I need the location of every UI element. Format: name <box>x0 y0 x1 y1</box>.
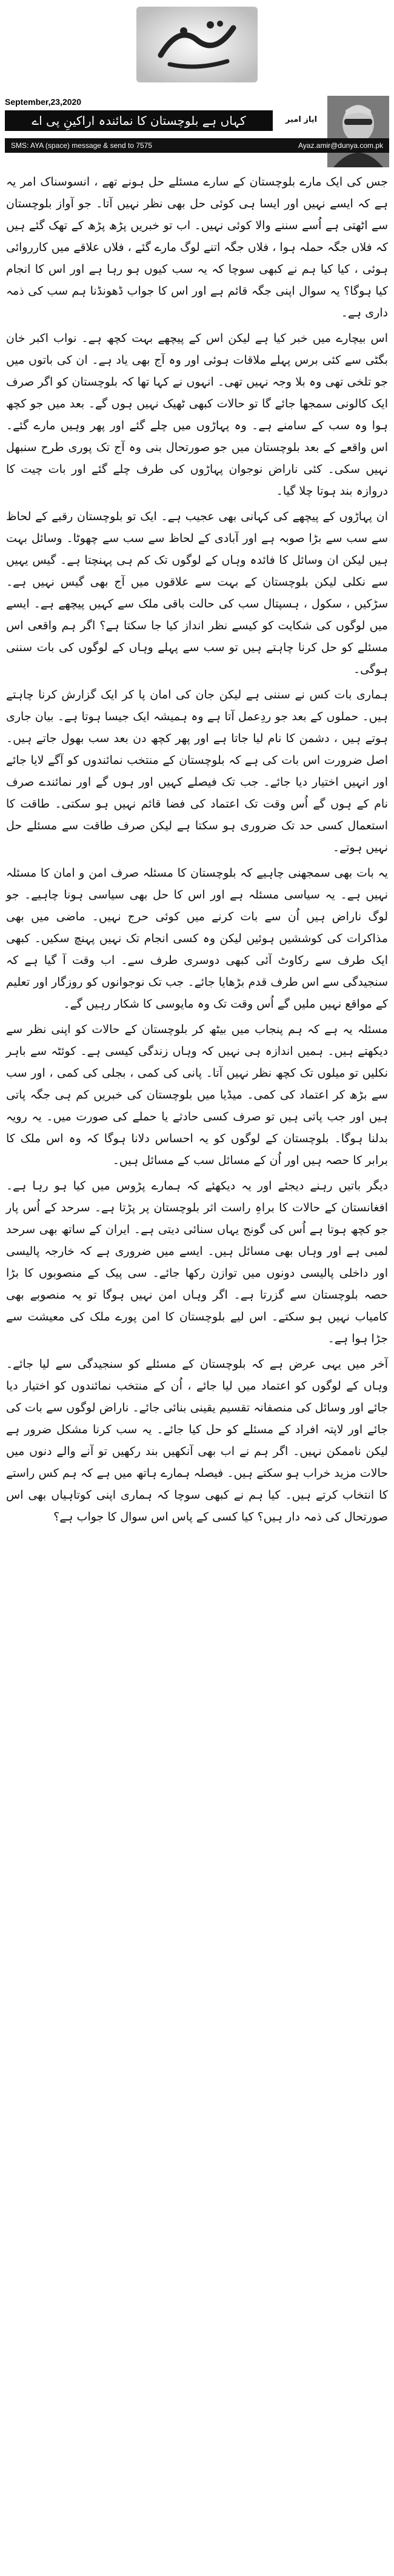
article-paragraph: اس بیچارے میں خبر کیا ہے لیکن اس کے پیچھے بہت کچھ ہے۔ نواب اکبر خان بگٹی سے کئی برس پہلے ملاقات ہوئی اور وہ آج بھی یاد ہے۔ ان کی باتوں میں جو تلخی تھی وہ بلا وجہ نہیں تھی۔ انہوں نے کہا تھا کہ بلوچستان کو اگر صرف ایک کالونی سمجھا جائے گا تو حالات کبھی ٹھیک نہیں ہوں گے۔ بعد میں جو کچھ ہوا وہ سب کے سامنے ہے۔ وہ پہاڑوں میں چلے گئے اور پھر وہیں مارے گئے۔ اس واقعے کے بعد بلوچستان میں جو صورتحال بنی وہ آج تک پوری طرح سنبھل نہیں سکی۔ کئی ناراض نوجوان پہاڑوں کی طرف چلے گئے اور بات چیت کا دروازہ بند ہوتا چلا گیا۔ <box>6 332 388 498</box>
article-paragraph: آخر میں یہی عرض ہے کہ بلوچستان کے مسئلے کو سنجیدگی سے لیا جائے۔ وہاں کے لوگوں کو اعتماد میں لیا جائے ، اُن کے منتخب نمائندوں کو اختیار دیا جائے اور وسائل کی منصفانہ تقسیم یقینی بنائی جائے۔ ناراض لوگوں سے بات کی جائے اور لاپتہ افراد کے مسئلے کو حل کیا جائے۔ یہ سب کرنا مشکل ضرور ہے لیکن ناممکن نہیں۔ اگر ہم نے اب بھی آنکھیں بند رکھیں تو آنے والے دنوں میں حالات مزید خراب ہو سکتے ہیں۔ فیصلہ ہمارے ہاتھ میں ہے کہ ہم کس راستے کا انتخاب کرتے ہیں۔ کیا ہم نے کبھی سوچا کہ ہماری اپنی کوتاہیاں بھی اس صورتحال کی ذمہ دار ہیں؟ کیا کسی کے پاس اس سوال کا جواب ہے؟ <box>6 1357 388 1524</box>
article-paragraph: یہ بات بھی سمجھنی چاہیے کہ بلوچستان کا مسئلہ صرف امن و امان کا مسئلہ نہیں ہے۔ یہ سیاسی مسئلہ ہے اور اس کا حل بھی سیاسی ہونا چاہیے۔ جو لوگ ناراض ہیں اُن سے بات کرنے میں کوئی حرج نہیں۔ ماضی میں بھی مذاکرات کی کوششیں ہوئیں لیکن وہ کسی انجام تک نہیں پہنچ سکیں۔ کبھی ایک طرف سے رکاوٹ آئی کبھی دوسری طرف سے۔ اب وقت آ گیا ہے کہ سنجیدگی سے اس طرف قدم بڑھایا جائے۔ جب تک نوجوانوں کو روزگار اور تعلیم کے مواقع نہیں ملیں گے اُس وقت تک وہ مایوسی کا شکار رہیں گے۔ <box>6 866 388 1011</box>
author-email[interactable]: Ayaz.amir@dunya.com.pk <box>298 141 383 150</box>
sms-info: SMS: AYA (space) message & send to 7575 <box>11 141 153 150</box>
article-paragraph: جس کی ایک مارے بلوچستان کے سارے مسئلے حل ہونے تھے ، انسوسناک امر یہ ہے کہ ایسے نہیں اور ایسا ہی کوئی حل بھی نظر نہیں آتا۔ جو آواز بلوچستان سے اٹھتی ہے اُسے سننے والا کوئی نہیں۔ اب تو خبریں پڑھ پڑھ کے تھک گئے ہیں کہ فلاں جگہ حملہ ہوا ، فلاں جگہ اتنے لوگ مارے گئے ، فلاں علاقے میں کارروائی ہوئی ، کیا کیا ہم نے کبھی سوچا کہ یہ سب کیوں ہو رہا ہے اور اس کا انجام کیا ہوگا؟ یہ سوال اپنی جگہ قائم ہے اور اس کا جواب ڈھونڈنا ہم سب کی ذمہ داری ہے۔ <box>6 175 388 319</box>
article-paragraph: ان پہاڑوں کے پیچھے کی کہانی بھی عجیب ہے۔ ایک تو بلوچستان رقبے کے لحاظ سے سب سے بڑا صوبہ ہے اور آبادی کے لحاظ سے سب سے چھوٹا۔ وسائل بہت ہیں لیکن ان وسائل کا فائدہ وہاں کے لوگوں تک کم ہی پہنچتا ہے۔ گیس یہیں سے نکلی لیکن بلوچستان کے بہت سے علاقوں میں آج بھی گیس نہیں ہے۔ سڑکیں ، سکول ، ہسپتال سب کی حالت باقی ملک سے کہیں پیچھے ہے۔ ایسے میں لوگوں کی شکایت کو کیسے نظر انداز کیا جا سکتا ہے؟ اگر ہم واقعی اس مسئلے کو حل کرنا چاہتے ہیں تو سب سے پہلے وہاں کے لوگوں کی بات سننی ہوگی۔ <box>6 510 388 676</box>
author-portrait <box>327 96 389 167</box>
newspaper-logo <box>133 4 261 85</box>
masthead <box>0 0 394 91</box>
author-name: ایاز امیر <box>285 115 318 124</box>
column-title: کہاں ہے بلوچستان کا نمائندہ اراکینِ پی اے <box>5 110 273 131</box>
article-body <box>6 171 388 1531</box>
article-paragraph: مسئلہ یہ ہے کہ ہم پنجاب میں بیٹھ کر بلوچستان کے حالات کو اپنی نظر سے دیکھتے ہیں۔ ہمیں اندازہ ہی نہیں کہ وہاں زندگی کیسی ہے۔ کوئٹہ سے باہر نکلیں تو میلوں تک کچھ نظر نہیں آتا۔ پانی کی کمی ، بجلی کی کمی ، اور سب سے بڑھ کر اعتماد کی کمی۔ میڈیا میں بلوچستان کی خبریں کم ہی جگہ پاتی ہیں اور جب پاتی ہیں تو صرف کسی حادثے یا حملے کی صورت میں۔ یہ رویہ بدلنا ہوگا۔ بلوچستان کے لوگوں کو یہ احساس دلانا ہوگا کہ وہ اس ملک کا برابر کا حصہ ہیں اور اُن کے مسائل سب کے مسائل ہیں۔ <box>6 1023 388 1167</box>
contact-strip <box>5 138 389 153</box>
article-paragraph: ہماری بات کس نے سننی ہے لیکن جان کی امان پا کر ایک گزارش کرنا چاہتے ہیں۔ حملوں کے بعد جو ردِعمل آتا ہے وہ ہمیشہ ایک جیسا ہوتا ہے۔ بیان جاری ہوتے ہیں ، دشمن کا نام لیا جاتا ہے اور پھر کچھ دن بعد سب بھول جاتے ہیں۔ اصل ضرورت اس بات کی ہے کہ بلوچستان کے منتخب نمائندوں کو آگے لایا جائے اور انہیں اختیار دیا جائے۔ جب تک فیصلے کہیں اور ہوں گے اور نمائندے صرف نام کے ہوں گے اُس وقت تک اعتماد کی فضا قائم نہیں ہو سکتی۔ طاقت کا استعمال کسی حد تک ضروری ہو سکتا ہے لیکن صرف طاقت سے مسئلے حل نہیں ہوتے۔ <box>6 688 388 854</box>
logo-graphic <box>136 7 258 82</box>
logo-emblem <box>136 7 258 82</box>
article-paragraph: دیگر باتیں رہنے دیجئے اور یہ دیکھئے کہ ہمارے پڑوس میں کیا ہو رہا ہے۔ افغانستان کے حالات کا براہِ راست اثر بلوچستان پر پڑتا ہے۔ سرحد کے اُس پار جو کچھ ہوتا ہے اُس کی گونج یہاں سنائی دیتی ہے۔ ایران کے ساتھ بھی سرحد لمبی ہے اور وہاں بھی مسائل ہیں۔ ایسے میں ضروری ہے کہ خارجہ پالیسی اور داخلی پالیسی دونوں میں توازن رکھا جائے۔ سی پیک کے منصوبوں کا بڑا حصہ بلوچستان سے گزرتا ہے۔ اگر وہاں امن نہیں ہوگا تو یہ منصوبے بھی کامیاب نہیں ہو سکتے۔ اس لیے بلوچستان کا امن پورے ملک کی معیشت سے جڑا ہوا ہے۔ <box>6 1179 388 1345</box>
publish-date: September,23,2020 <box>5 97 82 107</box>
author-photo <box>327 96 389 167</box>
